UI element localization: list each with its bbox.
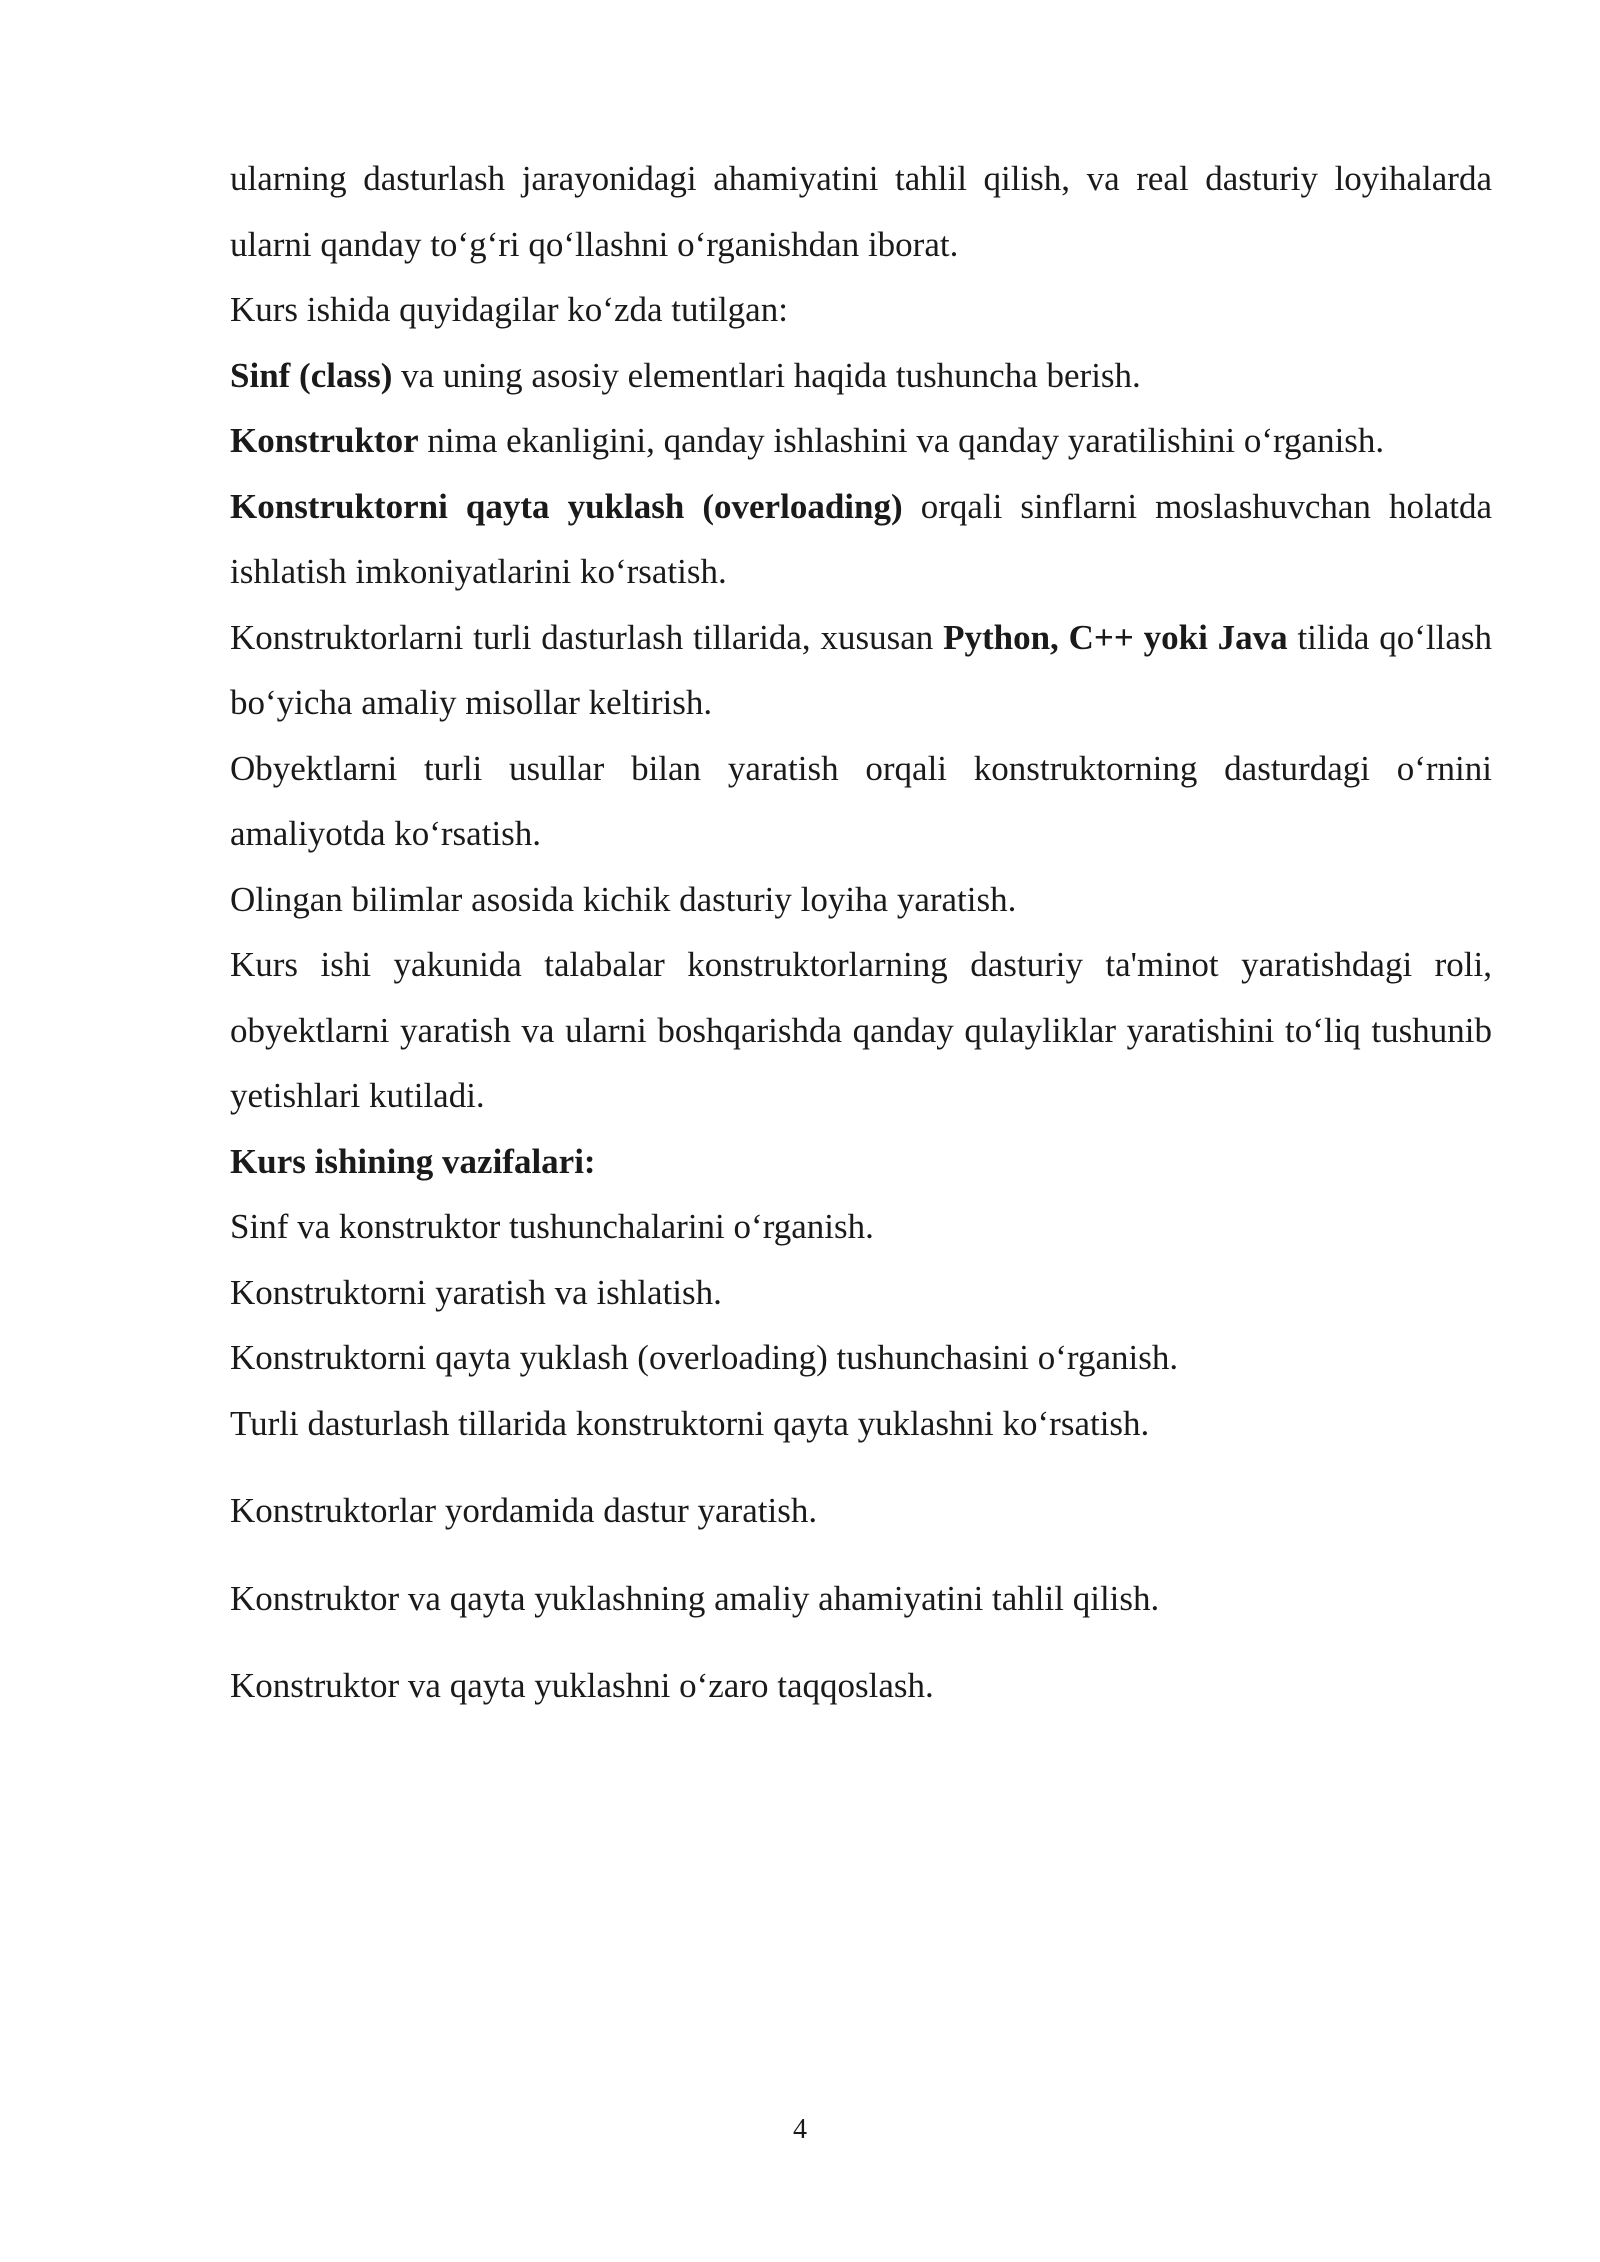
goal-constructor-term: Konstruktor: [230, 421, 419, 460]
course-outcome-paragraph: Kurs ishi yakunida talabalar konstruktorlarning dasturiy ta'minot yaratishdagi roli, obyektlarni yaratish va ularni boshqarishda qanday qulayliklar yaratishini to‘liq tushunib yetishlari kutiladi.: [230, 945, 1492, 1115]
intro-paragraph: ularning dasturlash jarayonidagi ahamiyatini tahlil qilish, va real dasturiy loyihalarda ularni qanday to‘g‘ri qo‘llashni o‘rganishdan iborat.: [230, 159, 1492, 264]
goal-languages-after: tilida qo‘llash bo‘yicha amaliy misollar keltirish.: [230, 617, 1492, 722]
tasks-heading: Kurs ishining vazifalari:: [230, 1141, 596, 1181]
goal-class-term: Sinf (class): [230, 355, 393, 395]
goal-constructor: [230, 408, 1492, 474]
goal-constructor-text: nima ekanligini, qanday ishlashini va qanday yaratilishini o‘rganish.: [418, 421, 1385, 460]
task-item: Konstruktorlar yordamida dastur yaratish.: [230, 1491, 818, 1530]
goal-overloading-text: orqali sinflarni moslashuvchan holatda ishlatish imkoniyatlarini ko‘rsatish.: [230, 486, 1492, 591]
goal-overloading: [230, 474, 1492, 605]
page-number: 4: [793, 2114, 807, 2145]
goal-class: [230, 343, 1492, 409]
goal-overloading-term: Konstruktorni qayta yuklash (overloading): [230, 486, 903, 526]
task-item: Konstruktorni qayta yuklash (overloading) tushunchasini o‘rganish.: [230, 1338, 1179, 1377]
goal-objects: Obyektlarni turli usullar bilan yaratish orqali konstruktorning dasturdagi o‘rnini amaliyotda ko‘rsatish.: [230, 748, 1492, 853]
goal-project: Olingan bilimlar asosida kichik dasturiy loyiha yaratish.: [230, 879, 1017, 919]
page-body: [230, 146, 1492, 1719]
task-item: Konstruktor va qayta yuklashning amaliy ahamiyatini tahlil qilish.: [230, 1578, 1160, 1618]
goal-languages-term: Python, C++ yoki Java: [943, 617, 1288, 657]
task-item: Turli dasturlash tillarida konstruktorni qayta yuklashni ko‘rsatish.: [230, 1403, 1150, 1443]
goal-class-text: va uning asosiy elementlari haqida tushuncha berish.: [392, 355, 1141, 395]
task-item: Konstruktorni yaratish va ishlatish.: [230, 1272, 722, 1312]
task-item: Konstruktor va qayta yuklashni o‘zaro taqqoslash.: [230, 1666, 934, 1705]
goal-languages: [230, 605, 1492, 736]
task-item: Sinf va konstruktor tushunchalarini o‘rganish.: [230, 1207, 874, 1246]
course-goals-intro: Kurs ishida quyidagilar ko‘zda tutilgan:: [230, 290, 788, 329]
goal-languages-before: Konstruktorlarni turli dasturlash tillarida, xususan: [230, 617, 944, 657]
